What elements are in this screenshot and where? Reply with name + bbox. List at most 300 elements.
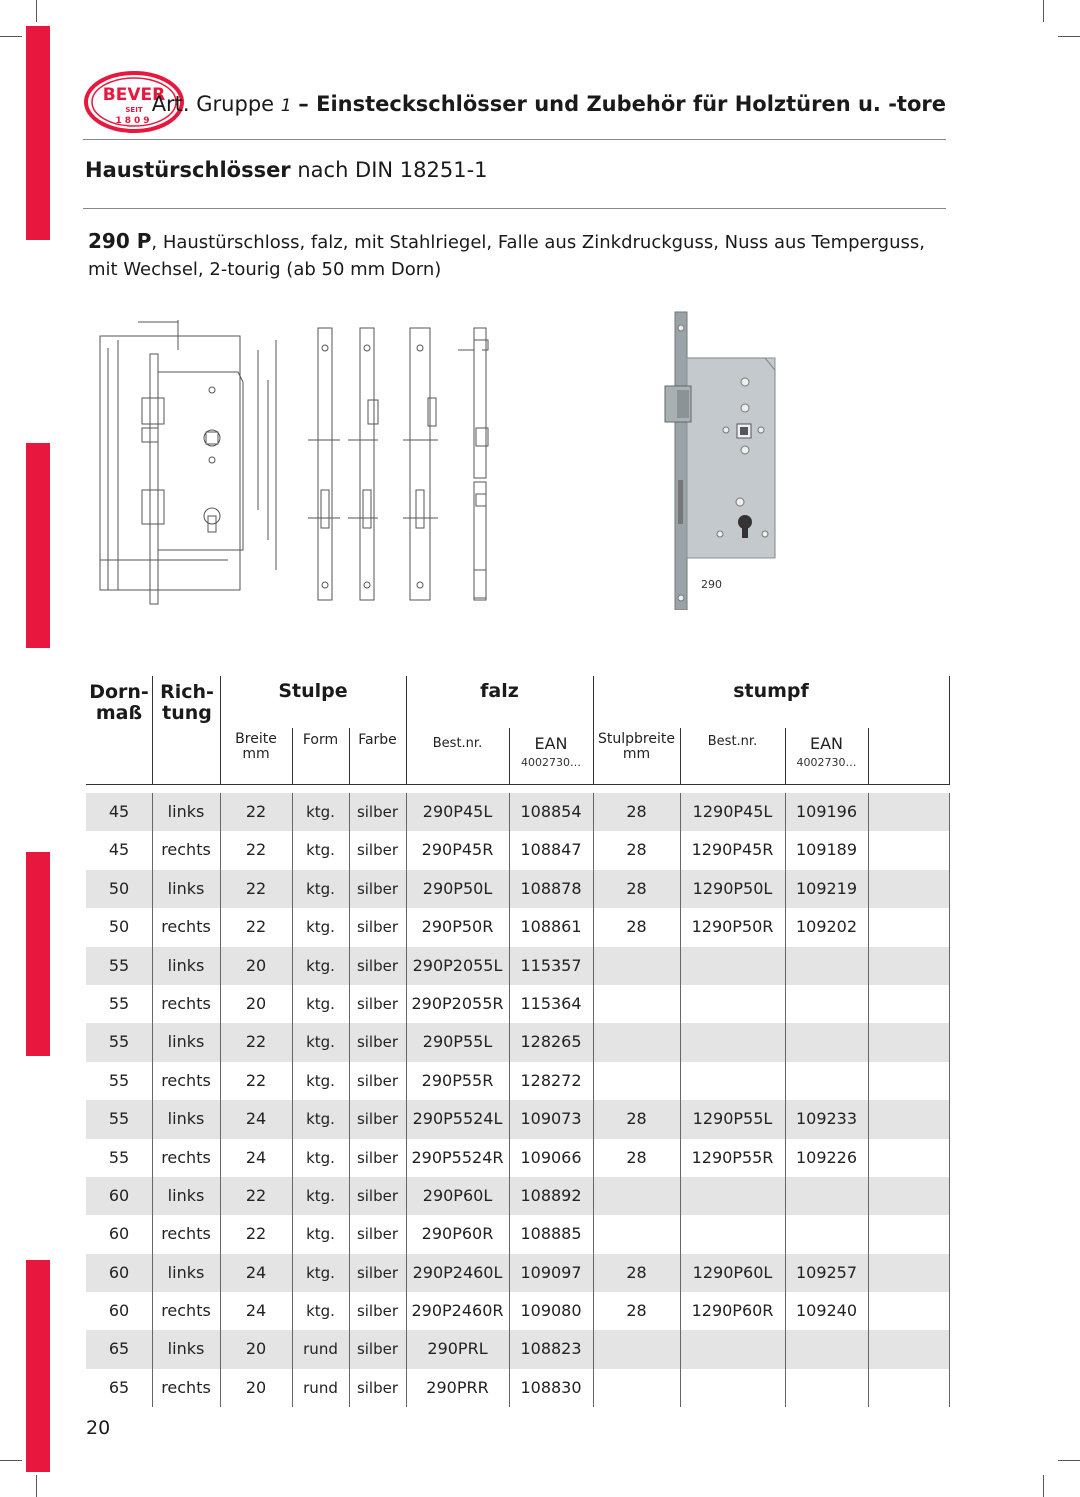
side-tab <box>26 852 50 1056</box>
column-divider <box>680 908 681 946</box>
cell-farbe: silber <box>356 1033 399 1052</box>
table-row <box>86 1215 950 1253</box>
column-divider <box>349 947 350 985</box>
column-divider <box>349 831 350 869</box>
header-ean-prefix: 4002730… <box>521 756 581 769</box>
column-divider <box>406 1292 407 1330</box>
column-divider <box>680 1139 681 1177</box>
cell-richtung: rechts <box>161 1070 211 1090</box>
header-richtung: Rich- tung <box>160 681 214 724</box>
svg-text:1809: 1809 <box>115 116 153 126</box>
cell-dorn: 65 <box>108 1339 130 1359</box>
cell-breite: 22 <box>245 840 267 860</box>
cell-ean2 <box>785 985 868 1023</box>
column-divider <box>785 1292 786 1330</box>
column-divider <box>949 1292 950 1330</box>
column-divider <box>509 831 510 869</box>
cell-form: ktg. <box>306 1071 335 1090</box>
column-divider <box>680 947 681 985</box>
cell-bestnr2 <box>680 1062 785 1100</box>
cell-bestnr2: 1290P60R <box>691 1301 774 1321</box>
cell-form: ktg. <box>306 994 335 1013</box>
column-divider <box>406 1254 407 1292</box>
column-divider <box>292 1369 293 1407</box>
header-falz: falz <box>480 680 519 702</box>
cell-dorn: 55 <box>108 955 130 975</box>
cell-bestnr: 290P45L <box>422 802 493 821</box>
column-divider <box>220 1369 221 1407</box>
table-row <box>86 1100 950 1138</box>
cell-bestnr2 <box>680 1215 785 1253</box>
column-divider <box>868 985 869 1023</box>
header-stumpf: stumpf <box>733 680 809 702</box>
column-divider <box>680 831 681 869</box>
cell-ean2 <box>785 1177 868 1215</box>
product-table <box>86 676 950 1407</box>
cell-ean: 109073 <box>520 1109 582 1129</box>
table-row <box>86 947 950 985</box>
column-divider <box>406 793 407 831</box>
cell-bestnr2 <box>680 947 785 985</box>
column-divider <box>406 1177 407 1215</box>
cell-breite: 22 <box>245 802 267 821</box>
column-divider <box>292 1292 293 1330</box>
column-divider <box>406 1330 407 1368</box>
cell-dorn: 55 <box>108 1147 130 1167</box>
header-prefix: Art. Gruppe <box>151 92 275 116</box>
cell-dorn: 55 <box>108 1070 130 1090</box>
cell-breite: 22 <box>245 878 267 898</box>
product-text: , Haustürschloss, falz, mit Stahlriegel, Falle aus Zinkdruckguss, Nuss aus Temperguss, mit Wechsel, 2-tourig (ab 50 mm Dorn) <box>88 232 925 280</box>
cell-form: rund <box>303 1340 338 1359</box>
column-divider <box>509 985 510 1023</box>
column-divider <box>152 1369 153 1407</box>
cell-bestnr2: 1290P60L <box>692 1262 773 1282</box>
cell-bestnr: 290P50R <box>421 917 494 937</box>
column-divider <box>868 1177 869 1215</box>
cell-ean: 128272 <box>520 1070 582 1090</box>
column-divider <box>868 1215 869 1253</box>
column-divider <box>949 793 950 831</box>
column-divider <box>949 831 950 869</box>
cell-farbe: silber <box>356 1340 399 1359</box>
cell-ean2 <box>785 1062 868 1100</box>
column-divider <box>949 1023 950 1061</box>
column-divider <box>292 985 293 1023</box>
cell-stulpbreite: 28 <box>626 840 647 860</box>
cell-dorn: 45 <box>108 840 130 860</box>
cell-bestnr2: 1290P45L <box>692 802 773 821</box>
cell-bestnr: 290PRR <box>426 1377 489 1397</box>
column-divider <box>292 1100 293 1138</box>
header-farbe: Farbe <box>358 732 397 748</box>
cell-stulpbreite <box>593 1177 680 1215</box>
cell-stulpbreite: 28 <box>626 878 647 898</box>
cell-dorn: 60 <box>108 1224 130 1244</box>
column-divider <box>220 1062 221 1100</box>
column-divider <box>292 947 293 985</box>
column-divider <box>509 1369 510 1407</box>
column-divider <box>406 908 407 946</box>
header-bestnr: Best.nr. <box>432 736 483 751</box>
column-divider <box>949 1369 950 1407</box>
table-row <box>86 908 950 946</box>
cell-breite: 24 <box>245 1147 267 1167</box>
cell-bestnr: 290PRL <box>427 1339 488 1359</box>
column-divider <box>292 870 293 908</box>
cell-farbe: silber <box>356 879 399 898</box>
technical-drawing <box>78 310 508 610</box>
cell-ean: 108878 <box>520 878 582 898</box>
column-divider <box>593 947 594 985</box>
column-divider <box>220 793 221 831</box>
column-divider <box>292 1023 293 1061</box>
column-divider <box>593 793 594 831</box>
cell-ean: 108861 <box>520 917 582 937</box>
cell-stulpbreite <box>593 1062 680 1100</box>
column-divider <box>152 1062 153 1100</box>
cell-bestnr: 290P5524L <box>412 1109 503 1129</box>
column-divider <box>785 1139 786 1177</box>
column-divider <box>152 1330 153 1368</box>
table-row <box>86 831 950 869</box>
column-divider <box>509 1330 510 1368</box>
table-row <box>86 985 950 1023</box>
cell-bestnr: 290P60L <box>422 1185 493 1205</box>
cell-stulpbreite: 28 <box>626 1109 647 1129</box>
cell-form: ktg. <box>306 841 335 860</box>
column-divider <box>785 1100 786 1138</box>
column-divider <box>593 1177 594 1215</box>
cell-bestnr2: 1290P50R <box>691 917 774 937</box>
column-divider <box>406 985 407 1023</box>
cell-bestnr2 <box>680 1023 785 1061</box>
column-divider <box>680 1330 681 1368</box>
column-divider <box>593 908 594 946</box>
column-divider <box>220 831 221 869</box>
cell-farbe: silber <box>356 803 399 821</box>
column-divider <box>680 1100 681 1138</box>
header-ean-stumpf-prefix: 4002730… <box>796 756 857 769</box>
cell-bestnr: 290P55L <box>422 1032 493 1052</box>
column-divider <box>949 870 950 908</box>
cell-bestnr: 290P50L <box>422 878 493 898</box>
cell-dorn: 55 <box>108 1032 130 1052</box>
column-divider <box>868 870 869 908</box>
column-divider <box>509 1100 510 1138</box>
cell-stulpbreite: 28 <box>626 802 647 821</box>
column-divider <box>509 1254 510 1292</box>
column-divider <box>785 1215 786 1253</box>
cell-dorn: 55 <box>108 993 130 1013</box>
column-divider <box>220 1023 221 1061</box>
cell-richtung: links <box>167 878 205 898</box>
column-divider <box>349 1330 350 1368</box>
column-divider <box>349 1369 350 1407</box>
column-divider <box>152 1292 153 1330</box>
table-row <box>86 1062 950 1100</box>
column-divider <box>406 947 407 985</box>
header-dornmass: Dorn- maß <box>89 681 149 724</box>
cell-ean2: 109257 <box>795 1262 858 1282</box>
column-divider <box>406 1023 407 1061</box>
cell-dorn: 50 <box>108 917 130 937</box>
column-divider <box>292 908 293 946</box>
product-photo <box>655 310 785 610</box>
cell-ean: 115364 <box>520 993 582 1013</box>
column-divider <box>292 1177 293 1215</box>
cell-breite: 22 <box>245 917 267 937</box>
cell-stulpbreite <box>593 1369 680 1407</box>
cell-stulpbreite <box>593 985 680 1023</box>
column-divider <box>349 1215 350 1253</box>
table-row <box>86 1292 950 1330</box>
cell-farbe: silber <box>356 1263 399 1282</box>
product-description <box>88 228 938 283</box>
column-divider <box>349 1100 350 1138</box>
cell-ean: 109066 <box>520 1147 582 1167</box>
header-rule <box>83 139 946 140</box>
column-divider <box>868 947 869 985</box>
cell-ean: 108892 <box>520 1185 582 1205</box>
table-row <box>86 1139 950 1177</box>
column-divider <box>680 1177 681 1215</box>
table-row <box>86 793 950 831</box>
table-header <box>86 676 950 785</box>
cell-form: ktg. <box>306 879 335 898</box>
column-divider <box>680 1369 681 1407</box>
column-divider <box>785 831 786 869</box>
column-divider <box>868 1369 869 1407</box>
column-divider <box>949 1177 950 1215</box>
cell-richtung: rechts <box>161 1147 211 1167</box>
cell-bestnr: 290P2055L <box>412 955 503 975</box>
cell-farbe: silber <box>356 1225 399 1244</box>
column-divider <box>593 1215 594 1253</box>
cell-ean: 108885 <box>520 1224 582 1244</box>
cell-form: ktg. <box>306 1186 335 1205</box>
photo-label: 290 <box>701 578 722 591</box>
column-divider <box>593 985 594 1023</box>
cell-richtung: links <box>167 955 205 975</box>
cell-ean2 <box>785 1023 868 1061</box>
cell-breite: 20 <box>245 993 267 1013</box>
cell-richtung: rechts <box>161 840 211 860</box>
column-divider <box>152 1023 153 1061</box>
column-divider <box>785 1062 786 1100</box>
column-divider <box>349 793 350 831</box>
cell-dorn: 60 <box>108 1262 130 1282</box>
cell-form: ktg. <box>306 1110 335 1129</box>
column-divider <box>785 1330 786 1368</box>
header-form: Form <box>302 732 339 748</box>
cell-breite: 24 <box>245 1109 267 1129</box>
column-divider <box>593 1292 594 1330</box>
column-divider <box>292 793 293 831</box>
cell-ean2: 109226 <box>795 1147 858 1167</box>
column-divider <box>220 947 221 985</box>
column-divider <box>949 1139 950 1177</box>
column-divider <box>680 1292 681 1330</box>
table-row <box>86 1023 950 1061</box>
cell-richtung: rechts <box>161 993 211 1013</box>
column-divider <box>868 1292 869 1330</box>
cell-farbe: silber <box>356 1071 399 1090</box>
cell-richtung: rechts <box>161 1377 211 1397</box>
cell-bestnr: 290P2460R <box>411 1301 504 1321</box>
cell-ean: 108823 <box>520 1339 582 1359</box>
column-divider <box>152 1139 153 1177</box>
column-divider <box>349 1139 350 1177</box>
column-divider <box>292 1215 293 1253</box>
cell-farbe: silber <box>356 1378 399 1397</box>
column-divider <box>785 947 786 985</box>
cell-breite: 22 <box>245 1185 267 1205</box>
column-divider <box>152 947 153 985</box>
column-divider <box>785 870 786 908</box>
cell-ean2: 109233 <box>795 1109 858 1129</box>
cell-richtung: rechts <box>161 1224 211 1244</box>
cell-stulpbreite: 28 <box>626 1262 647 1282</box>
column-divider <box>868 1023 869 1061</box>
column-divider <box>593 831 594 869</box>
column-divider <box>406 870 407 908</box>
crop-mark <box>1043 1475 1044 1497</box>
column-divider <box>868 1062 869 1100</box>
cell-richtung: links <box>167 1185 205 1205</box>
cell-farbe: silber <box>356 994 399 1013</box>
column-divider <box>220 985 221 1023</box>
cell-farbe: silber <box>356 841 399 860</box>
column-divider <box>593 1100 594 1138</box>
column-divider <box>349 1177 350 1215</box>
side-tab <box>26 26 50 240</box>
column-divider <box>152 985 153 1023</box>
column-divider <box>868 793 869 831</box>
cell-breite: 22 <box>245 1224 267 1244</box>
crop-mark <box>36 1475 37 1497</box>
cell-bestnr2 <box>680 985 785 1023</box>
column-divider <box>949 947 950 985</box>
cell-bestnr: 290P55R <box>421 1070 494 1090</box>
cell-ean: 109080 <box>520 1301 582 1321</box>
cell-dorn: 65 <box>108 1377 130 1397</box>
column-divider <box>220 1139 221 1177</box>
column-divider <box>292 1254 293 1292</box>
column-divider <box>593 1369 594 1407</box>
side-tab <box>26 443 50 648</box>
table-body <box>86 793 950 1407</box>
column-divider <box>220 1330 221 1368</box>
column-divider <box>949 1215 950 1253</box>
cell-bestnr2: 1290P50L <box>692 878 773 898</box>
cell-ean2 <box>785 947 868 985</box>
cell-richtung: links <box>167 1339 205 1359</box>
svg-text:SEIT: SEIT <box>125 106 143 114</box>
column-divider <box>220 1177 221 1215</box>
product-code: 290 P <box>88 229 152 253</box>
cell-ean: 115357 <box>520 955 582 975</box>
column-divider <box>680 870 681 908</box>
cell-farbe: silber <box>356 1186 399 1205</box>
column-divider <box>593 1139 594 1177</box>
column-divider <box>868 1100 869 1138</box>
column-divider <box>509 908 510 946</box>
side-tab <box>26 1260 50 1472</box>
column-divider <box>349 1023 350 1061</box>
column-divider <box>785 985 786 1023</box>
column-divider <box>349 985 350 1023</box>
column-divider <box>680 1215 681 1253</box>
column-divider <box>220 908 221 946</box>
column-divider <box>292 1330 293 1368</box>
column-divider <box>349 1254 350 1292</box>
cell-form: ktg. <box>306 1033 335 1052</box>
column-divider <box>868 1139 869 1177</box>
cell-farbe: silber <box>356 1148 399 1167</box>
column-divider <box>220 1292 221 1330</box>
cell-stulpbreite <box>593 947 680 985</box>
table-row <box>86 870 950 908</box>
cell-breite: 22 <box>245 1032 267 1052</box>
cell-breite: 24 <box>245 1262 267 1282</box>
svg-text:BEVER: BEVER <box>102 85 166 105</box>
cell-bestnr2 <box>680 1369 785 1407</box>
crop-mark <box>0 1460 22 1461</box>
cell-richtung: links <box>167 1262 205 1282</box>
cell-bestnr2 <box>680 1330 785 1368</box>
column-divider <box>509 1177 510 1215</box>
column-divider <box>785 1369 786 1407</box>
cell-breite: 22 <box>245 1070 267 1090</box>
column-divider <box>785 908 786 946</box>
column-divider <box>152 870 153 908</box>
column-divider <box>785 1177 786 1215</box>
header-bestnr-stumpf: Best.nr. <box>707 734 758 749</box>
column-divider <box>406 1062 407 1100</box>
column-divider <box>152 1254 153 1292</box>
cell-bestnr2: 1290P55R <box>691 1147 774 1167</box>
cell-ean2: 109240 <box>795 1301 858 1321</box>
cell-bestnr: 290P60R <box>421 1224 494 1244</box>
crop-mark <box>1043 0 1044 22</box>
header-ean-stumpf: EAN <box>809 734 844 753</box>
crop-mark <box>36 0 37 22</box>
cell-form: ktg. <box>306 803 335 821</box>
cell-dorn: 50 <box>108 878 130 898</box>
cell-stulpbreite <box>593 1330 680 1368</box>
cell-breite: 20 <box>245 1377 267 1397</box>
column-divider <box>593 1254 594 1292</box>
section-title: Haustürschlösser nach DIN 18251-1 <box>85 158 488 182</box>
column-divider <box>680 1254 681 1292</box>
cell-dorn: 60 <box>108 1185 130 1205</box>
column-divider <box>509 1139 510 1177</box>
cell-ean2: 109196 <box>795 802 858 821</box>
column-divider <box>509 1023 510 1061</box>
column-divider <box>349 1292 350 1330</box>
cell-stulpbreite: 28 <box>626 1301 647 1321</box>
crop-mark <box>0 36 22 37</box>
cell-bestnr2: 1290P45R <box>691 840 774 860</box>
cell-ean2 <box>785 1215 868 1253</box>
cell-form: ktg. <box>306 1302 335 1321</box>
column-divider <box>152 1100 153 1138</box>
column-divider <box>509 1215 510 1253</box>
column-divider <box>680 985 681 1023</box>
column-divider <box>406 1215 407 1253</box>
cell-farbe: silber <box>356 956 399 975</box>
